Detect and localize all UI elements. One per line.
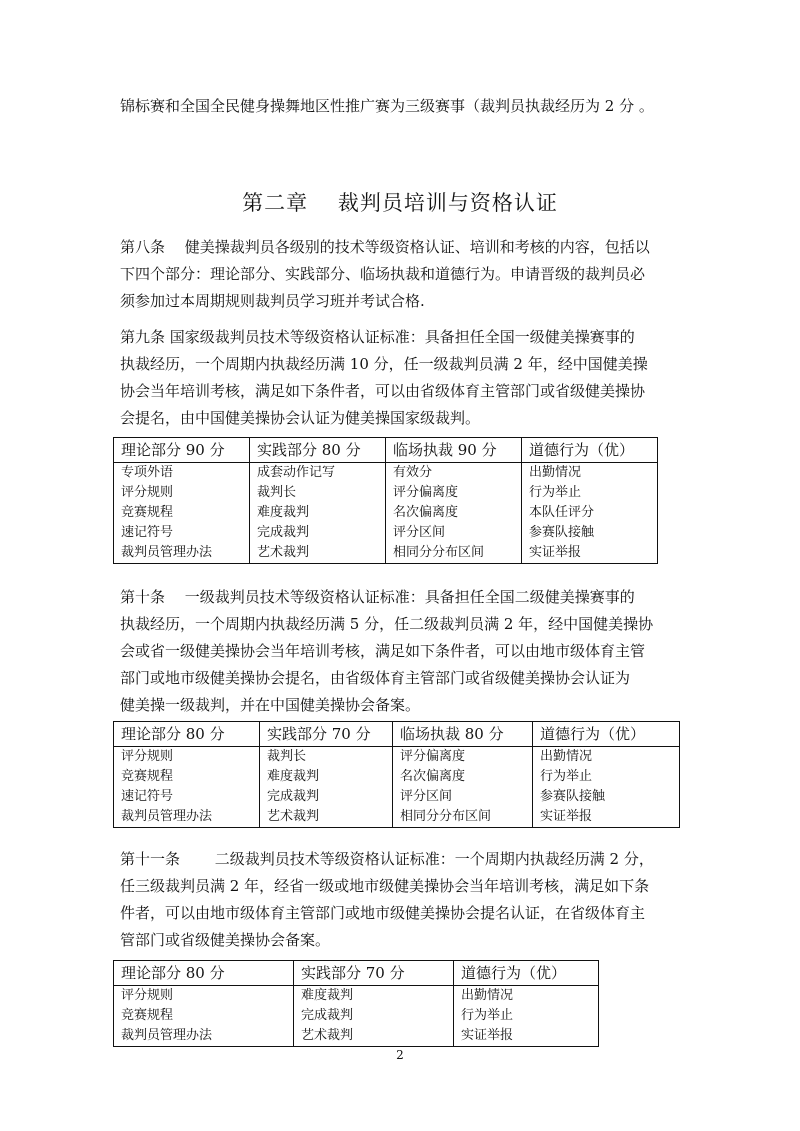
- national-level-criteria-table: [113, 437, 658, 564]
- table-header-cell: 临场执裁 90 分: [386, 438, 522, 463]
- article-11-line: 任三级裁判员满 2 年，经省一级或地市级健美操协会当年培训考核，满足如下条: [120, 877, 650, 895]
- table-cell: 竞赛规程: [114, 1006, 294, 1026]
- table-row: [114, 463, 658, 484]
- table-header-cell: 理论部分 80 分: [114, 722, 260, 747]
- continuation-line: 锦标赛和全国全民健身操舞地区性推广赛为三级赛事（裁判员执裁经历为 2 分 。: [120, 97, 654, 115]
- table-cell: 成套动作记写: [250, 463, 386, 484]
- article-10: [120, 584, 685, 719]
- table-cell: 难度裁判: [260, 767, 393, 787]
- table-header-row: [114, 438, 658, 463]
- table-cell: 速记符号: [114, 787, 260, 807]
- table-row: [114, 1026, 599, 1047]
- table-row: [114, 807, 680, 828]
- table-cell: 艺术裁判: [294, 1026, 454, 1047]
- table-cell: 完成裁判: [294, 1006, 454, 1026]
- table-cell: 裁判员管理办法: [114, 543, 250, 564]
- table-row: [114, 523, 658, 543]
- article-9-line: 执裁经历，一个周期内执裁经历满 10 分，任一级裁判员满 2 年，经中国健美操: [120, 355, 648, 373]
- article-8-line: 须参加过本周期规则裁判员学习班并考试合格.: [120, 292, 425, 310]
- article-8-line: 第八条 健美操裁判员各级别的技术等级资格认证、培训和考核的内容，包括以: [120, 238, 650, 256]
- table-cell: 实证举报: [533, 807, 680, 828]
- table-cell: 裁判员管理办法: [114, 1026, 294, 1047]
- table-cell: 出勤情况: [522, 463, 658, 484]
- table-header-cell: 道德行为（优）: [454, 961, 599, 986]
- article-9: [120, 324, 685, 432]
- table-cell: 出勤情况: [533, 747, 680, 768]
- table-row: [114, 787, 680, 807]
- table-cell: 专项外语: [114, 463, 250, 484]
- table-cell: 评分规则: [114, 747, 260, 768]
- table-cell: 相同分分布区间: [386, 543, 522, 564]
- table-cell: 出勤情况: [454, 986, 599, 1007]
- table-cell: 评分区间: [393, 787, 533, 807]
- article-8-line: 下四个部分：理论部分、实践部分、临场执裁和道德行为。申请晋级的裁判员必: [120, 265, 646, 283]
- article-11: [120, 846, 685, 954]
- table-cell: 相同分分布区间: [393, 807, 533, 828]
- article-9-line: 第九条 国家级裁判员技术等级资格认证标准：具备担任全国一级健美操赛事的: [120, 328, 635, 346]
- table-cell: 名次偏离度: [386, 503, 522, 523]
- article-9-line: 协会当年培训考核，满足如下条件者，可以由省级体育主管部门或省级健美操协: [120, 382, 646, 400]
- table-row: [114, 767, 680, 787]
- table-cell: 评分偏离度: [393, 747, 533, 768]
- table-cell: 裁判长: [250, 483, 386, 503]
- table-cell: 参赛队接触: [533, 787, 680, 807]
- table-header-cell: 理论部分 80 分: [114, 961, 294, 986]
- table-header-cell: 实践部分 80 分: [250, 438, 386, 463]
- table-cell: 实证举报: [522, 543, 658, 564]
- table-cell: 裁判长: [260, 747, 393, 768]
- article-11-line: 第十一条 二级裁判员技术等级资格认证标准：一个周期内执裁经历满 2 分，: [120, 850, 654, 868]
- article-10-line: 执裁经历，一个周期内执裁经历满 5 分，任二级裁判员满 2 年，经中国健美操协: [120, 615, 654, 633]
- table-cell: 本队任评分: [522, 503, 658, 523]
- article-11-line: 管部门或省级健美操协会备案。: [120, 931, 331, 949]
- second-level-criteria-table: [113, 960, 599, 1047]
- article-11-line: 件者，可以由地市级体育主管部门或地市级健美操协会提名认证，在省级体育主: [120, 904, 646, 922]
- table-row: [114, 483, 658, 503]
- table-row: [114, 747, 680, 768]
- table-cell: 难度裁判: [250, 503, 386, 523]
- table-header-cell: 道德行为（优）: [522, 438, 658, 463]
- table-header-cell: 临场执裁 80 分: [393, 722, 533, 747]
- table-cell: 实证举报: [454, 1026, 599, 1047]
- article-10-line: 部门或地市级健美操协会提名，由省级体育主管部门或省级健美操协会认证为: [120, 669, 631, 687]
- table-cell: 行为举止: [533, 767, 680, 787]
- table-cell: 竞赛规程: [114, 503, 250, 523]
- article-10-line: 健美操一级裁判，并在中国健美操协会备案。: [120, 696, 421, 714]
- table-header-cell: 实践部分 70 分: [294, 961, 454, 986]
- chapter-title: 第二章 裁判员培训与资格认证: [242, 191, 558, 215]
- table-header-row: [114, 722, 680, 747]
- article-10-line: 第十条 一级裁判员技术等级资格认证标准：具备担任全国二级健美操赛事的: [120, 588, 635, 606]
- table-cell: 难度裁判: [294, 986, 454, 1007]
- table-row: [114, 543, 658, 564]
- table-cell: 完成裁判: [260, 787, 393, 807]
- table-cell: 参赛队接触: [522, 523, 658, 543]
- table-cell: 行为举止: [454, 1006, 599, 1026]
- table-cell: 有效分: [386, 463, 522, 484]
- first-level-criteria-table: [113, 721, 680, 828]
- table-row: [114, 503, 658, 523]
- table-cell: 名次偏离度: [393, 767, 533, 787]
- table-cell: 评分偏离度: [386, 483, 522, 503]
- table-row: [114, 1006, 599, 1026]
- table-cell: 艺术裁判: [250, 543, 386, 564]
- table-header-cell: 理论部分 90 分: [114, 438, 250, 463]
- table-cell: 速记符号: [114, 523, 250, 543]
- table-cell: 行为举止: [522, 483, 658, 503]
- table-row: [114, 986, 599, 1007]
- table-header-cell: 道德行为（优）: [533, 722, 680, 747]
- article-8: [120, 234, 685, 315]
- table-cell: 评分规则: [114, 986, 294, 1007]
- article-10-line: 会或省一级健美操协会当年培训考核，满足如下条件者，可以由地市级体育主管: [120, 642, 646, 660]
- table-header-cell: 实践部分 70 分: [260, 722, 393, 747]
- table-cell: 评分区间: [386, 523, 522, 543]
- article-9-line: 会提名，由中国健美操协会认证为健美操国家级裁判。: [120, 409, 481, 427]
- table-cell: 竞赛规程: [114, 767, 260, 787]
- table-cell: 评分规则: [114, 483, 250, 503]
- page-number: 2: [396, 1048, 404, 1062]
- table-cell: 艺术裁判: [260, 807, 393, 828]
- table-cell: 完成裁判: [250, 523, 386, 543]
- table-header-row: [114, 961, 599, 986]
- table-cell: 裁判员管理办法: [114, 807, 260, 828]
